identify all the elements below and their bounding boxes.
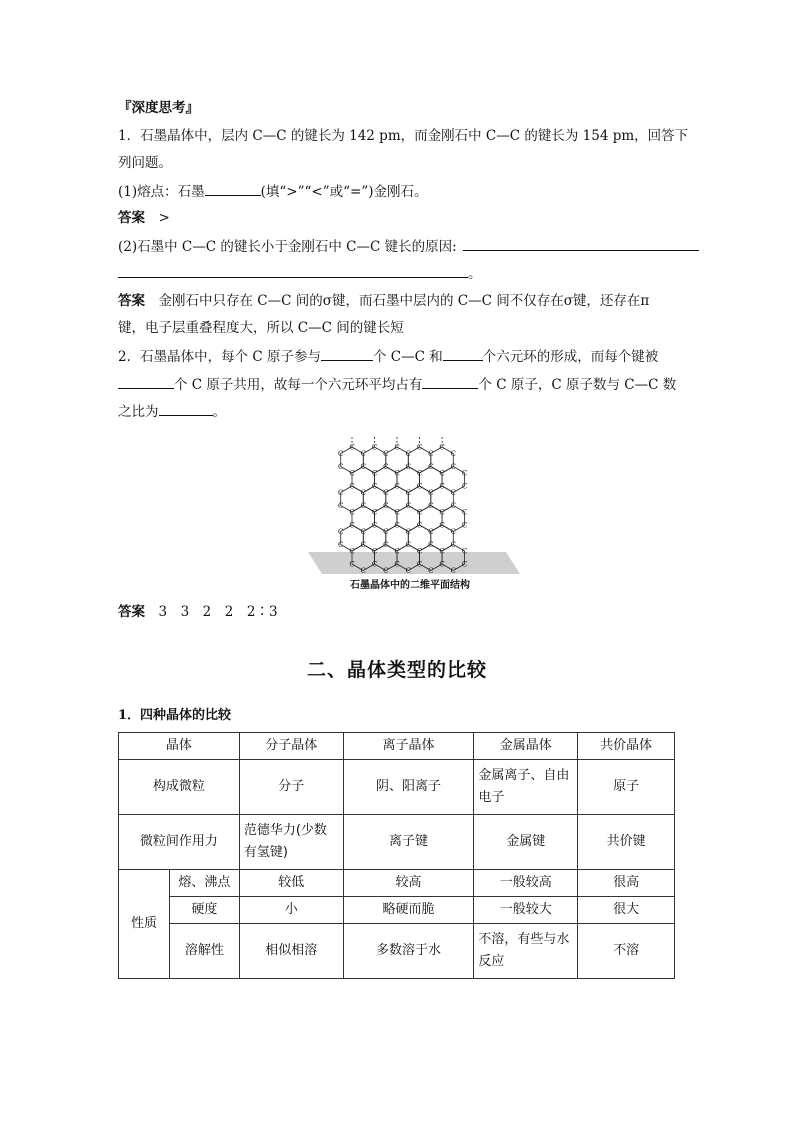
question-2-line-2 — [118, 374, 676, 395]
carbon-atom-label: C — [461, 547, 468, 556]
carbon-atom-label: C — [428, 567, 434, 575]
carbon-atom-label: C — [461, 521, 468, 530]
carbon-atom-label: C — [360, 567, 366, 575]
carbon-atom-label: C — [338, 502, 344, 510]
carbon-atom-label: C — [383, 463, 389, 471]
answer-blank — [422, 374, 478, 389]
carbon-atom-label: C — [416, 547, 423, 556]
carbon-atom-label: C — [383, 450, 389, 458]
carbon-atom-label: C — [371, 469, 378, 478]
question-1-line-2: 列问题。 — [118, 155, 172, 171]
table-cell: 分子 — [239, 760, 343, 815]
carbon-atom-label: C — [383, 541, 389, 549]
carbon-atom-label: C — [371, 443, 378, 452]
section-title: 二、晶体类型的比较 — [306, 659, 487, 681]
carbon-atom-label: C — [405, 489, 411, 497]
answer-1 — [118, 208, 170, 228]
carbon-atom-label: C — [439, 521, 445, 530]
answer-blank — [321, 346, 373, 361]
q1p2-text: (2)石墨中 C—C 的键长小于金刚石中 C—C 键长的原因: — [118, 239, 457, 255]
carbon-atom-label: C — [383, 502, 389, 510]
carbon-atom-label: C — [450, 502, 456, 510]
carbon-atom-label: C — [450, 541, 456, 549]
carbon-atom-label: C — [450, 450, 456, 458]
table-cell: 一般较大 — [474, 897, 578, 924]
carbon-atom-label: C — [338, 528, 344, 536]
table-cell: 很高 — [578, 870, 675, 897]
table-cell: 阴、阳离子 — [343, 760, 474, 815]
row-label: 微粒间作用力 — [119, 815, 240, 870]
carbon-atom-label: C — [416, 443, 423, 452]
carbon-atom-label: C — [405, 502, 411, 510]
carbon-atom-label: C — [461, 508, 468, 517]
carbon-atom-label: C — [428, 489, 434, 497]
q1p1-post: (填“>”“<”或“=”)金刚石。 — [260, 184, 428, 200]
deep-think-heading: 『深度思考』 — [118, 100, 199, 116]
carbon-atom-label: C — [371, 560, 378, 569]
table-cell: 共价键 — [578, 815, 675, 870]
header-cell: 晶体 — [119, 733, 240, 760]
carbon-atom-label: C — [450, 567, 456, 575]
carbon-atom-label: C — [405, 528, 411, 536]
table-cell: 离子键 — [343, 815, 474, 870]
answer-2-line-2: 键，电子层重叠程度大，所以 C—C 间的键长短 — [118, 320, 404, 336]
carbon-atom-label: C — [428, 528, 434, 536]
property-group-label: 性质 — [119, 870, 170, 979]
carbon-atom-label: C — [394, 469, 400, 478]
carbon-atom-label: C — [360, 463, 366, 471]
carbon-atom-label: C — [428, 463, 434, 471]
base-plane — [308, 552, 520, 574]
carbon-atom-label: C — [360, 450, 366, 458]
carbon-atom-label: C — [439, 443, 445, 452]
graphite-structure-figure — [300, 434, 520, 594]
question-2-line-3 — [118, 401, 226, 422]
table-row — [119, 897, 675, 924]
row-label: 硬度 — [169, 897, 239, 924]
carbon-atom-label: C — [450, 528, 456, 536]
carbon-atom-label: C — [371, 547, 378, 556]
carbon-atom-label: C — [439, 508, 445, 517]
carbon-atom-label: C — [405, 463, 411, 471]
carbon-atom-label: C — [394, 560, 400, 569]
carbon-atom-label: C — [349, 508, 355, 517]
table-row — [119, 870, 675, 897]
carbon-atom-label: C — [371, 482, 378, 491]
carbon-atom-label: C — [383, 489, 389, 497]
answer-3 — [118, 602, 278, 622]
figure-caption: 石墨晶体中的二维平面结构 — [350, 580, 470, 591]
carbon-atom-label: C — [338, 489, 344, 497]
carbon-atom-label: C — [439, 469, 445, 478]
q2-text-c: 个六元环的形成，而每个键被 — [482, 349, 659, 365]
question-1-part-2 — [118, 236, 699, 257]
carbon-atom-label: C — [394, 547, 400, 556]
carbon-atom-label: C — [338, 541, 344, 549]
answer-value: > — [158, 210, 170, 226]
carbon-atom-label: C — [371, 508, 378, 517]
answer-blank — [443, 346, 483, 361]
carbon-atom-label: C — [338, 450, 344, 458]
carbon-atom-label: C — [383, 528, 389, 536]
carbon-atom-label: C — [394, 508, 400, 517]
carbon-atom-label: C — [360, 502, 366, 510]
carbon-atom-label: C — [349, 443, 355, 452]
q2-text-g: 。 — [212, 404, 226, 420]
carbon-atom-label: C — [349, 560, 355, 569]
carbon-atom-label: C — [416, 521, 423, 530]
carbon-atom-label: C — [338, 463, 344, 471]
table-cell: 不溶 — [578, 924, 675, 979]
carbon-atom-label: C — [439, 547, 445, 556]
answer-blank — [159, 401, 213, 416]
carbon-atom-label: C — [383, 567, 389, 575]
answer-value: 3 3 2 2 2∶3 — [158, 604, 278, 620]
header-cell: 金属晶体 — [474, 733, 578, 760]
answer-blank — [118, 263, 468, 278]
q2-text-a: 2．石墨晶体中，每个 C 原子参与 — [118, 349, 322, 365]
q1p2-end: 。 — [468, 266, 482, 282]
header-cell: 离子晶体 — [343, 733, 474, 760]
carbon-atom-label: C — [416, 560, 423, 569]
carbon-atom-label: C — [428, 502, 434, 510]
section-subtitle: 1．四种晶体的比较 — [118, 708, 232, 723]
carbon-atom-label: C — [416, 482, 423, 491]
table-row — [119, 815, 675, 870]
table-cell: 多数溶于水 — [343, 924, 474, 979]
crystal-comparison-table — [118, 732, 675, 979]
answer-label: 答案 — [118, 604, 145, 620]
table-header-row — [119, 733, 675, 760]
carbon-atom-label: C — [349, 547, 355, 556]
table-cell: 小 — [239, 897, 343, 924]
carbon-atom-label: C — [439, 482, 445, 491]
table-row — [119, 924, 675, 979]
carbon-atom-label: C — [405, 541, 411, 549]
table-cell: 一般较高 — [474, 870, 578, 897]
carbon-atom-label: C — [439, 560, 445, 569]
q2-text-e: 个 C 原子，C 原子数与 C—C 数 — [478, 377, 677, 393]
answer-blank — [118, 374, 174, 389]
q2-text-f: 之比为 — [118, 404, 159, 420]
carbon-atom-label: C — [349, 469, 355, 478]
carbon-atom-label: C — [394, 482, 400, 491]
answer-label: 答案 — [118, 210, 145, 226]
q2-text-d: 个 C 原子共用，故每一个六元环平均占有 — [174, 377, 423, 393]
carbon-atom-label: C — [371, 521, 378, 530]
carbon-atom-label: C — [360, 541, 366, 549]
answer-blank — [205, 181, 261, 196]
carbon-atom-label: C — [461, 560, 468, 569]
carbon-atom-label: C — [461, 482, 468, 491]
question-1-part-1 — [118, 181, 428, 202]
carbon-atom-label: C — [360, 528, 366, 536]
answer-text: 金刚石中只存在 C—C 间的σ键，而石墨中层内的 C—C 间不仅存在σ键，还存在π — [158, 293, 650, 309]
carbon-atom-label: C — [349, 482, 355, 491]
row-label: 熔、沸点 — [169, 870, 239, 897]
q1p1-pre: (1)熔点：石墨 — [118, 184, 205, 200]
table-row — [119, 760, 675, 815]
table-cell: 较低 — [239, 870, 343, 897]
carbon-atom-label: C — [416, 508, 423, 517]
table-cell: 相似相溶 — [239, 924, 343, 979]
header-cell: 共价晶体 — [578, 733, 675, 760]
answer-blank — [463, 236, 699, 251]
table-cell: 金属离子、自由电子 — [474, 760, 578, 815]
table-cell: 略硬而脆 — [343, 897, 474, 924]
question-2-line-1 — [118, 346, 658, 367]
answer-2-line-1 — [118, 291, 649, 311]
carbon-atom-label: C — [349, 521, 355, 530]
answer-label: 答案 — [118, 293, 145, 309]
carbon-atom-label: C — [450, 463, 456, 471]
row-label: 溶解性 — [169, 924, 239, 979]
question-1-line-1: 1．石墨晶体中，层内 C—C 的键长为 142 pm，而金刚石中 C—C 的键长为 154 pm，回答下 — [118, 128, 689, 144]
question-1-part-2-cont — [118, 263, 482, 284]
carbon-atom-label: C — [450, 489, 456, 497]
table-cell: 很大 — [578, 897, 675, 924]
row-label: 构成微粒 — [119, 760, 240, 815]
carbon-atom-label: C — [360, 489, 366, 497]
carbon-atom-label: C — [394, 443, 400, 452]
table-cell: 较高 — [343, 870, 474, 897]
carbon-atom-label: C — [461, 469, 468, 478]
carbon-atom-label: C — [405, 567, 411, 575]
carbon-atom-label: C — [394, 521, 400, 530]
carbon-atom-label: C — [428, 450, 434, 458]
table-cell: 金属键 — [474, 815, 578, 870]
carbon-atom-label: C — [405, 450, 411, 458]
table-cell: 原子 — [578, 760, 675, 815]
carbon-atom-label: C — [428, 541, 434, 549]
table-cell: 不溶，有些与水反应 — [474, 924, 578, 979]
carbon-atom-label: C — [416, 469, 423, 478]
header-cell: 分子晶体 — [239, 733, 343, 760]
table-cell: 范德华力(少数有氢键) — [239, 815, 343, 870]
q2-text-b: 个 C—C 和 — [373, 349, 443, 365]
